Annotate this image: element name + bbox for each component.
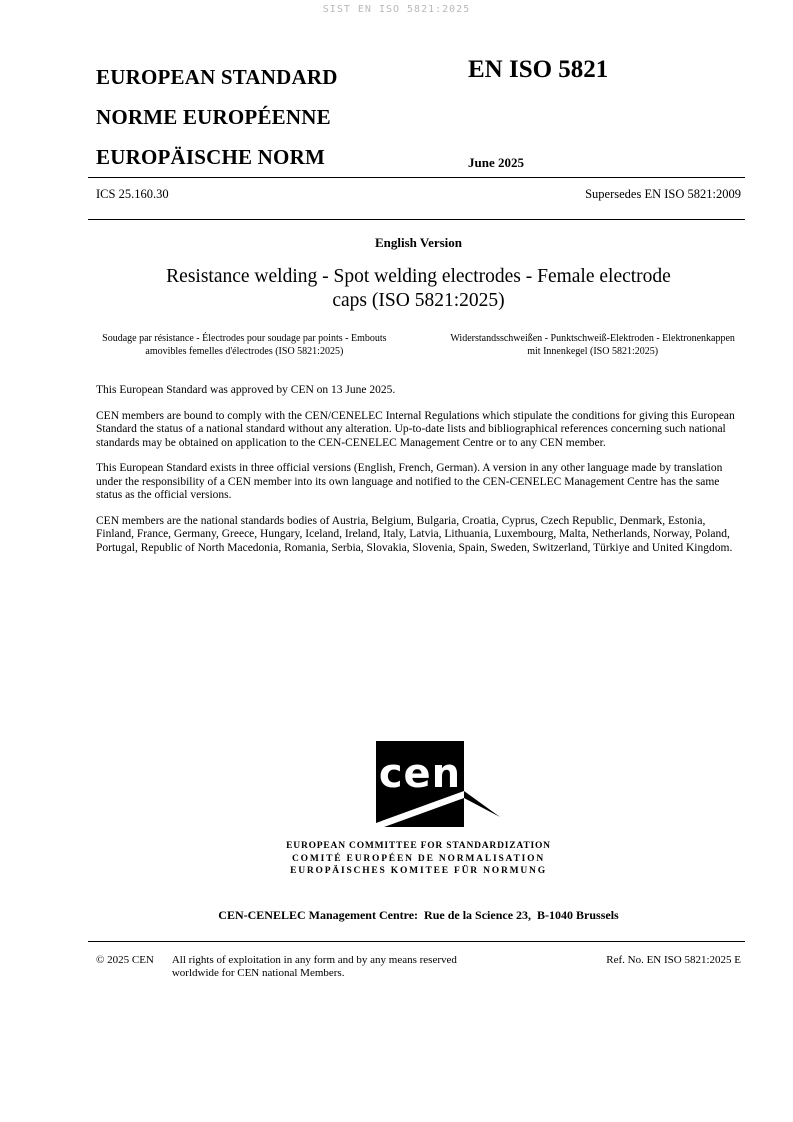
divider-top (88, 177, 745, 178)
ics-code: ICS 25.160.30 (96, 187, 169, 201)
paragraph-versions: This European Standard exists in three official versions (English, French, German). A version in any other language made by translation under the responsibility of a CEN member into its own language and notified to the CEN-CENELEC Management Centre has the same status as the official versions. (96, 462, 723, 501)
management-centre-address: CEN-CENELEC Management Centre: Rue de la Science 23, B-1040 Brussels (218, 907, 619, 922)
header-title-en: EUROPEAN STANDARD (96, 65, 338, 89)
logo-block (96, 741, 741, 878)
meta-row (96, 187, 741, 202)
copyright-notice: © 2025 CEN (96, 953, 154, 966)
divider-meta (88, 219, 745, 220)
standard-number: EN ISO 5821 (468, 56, 609, 83)
committee-line-fr: COMITÉ EUROPÉEN DE NORMALISATION (292, 853, 545, 864)
page-content (96, 57, 741, 981)
reference-number: Ref. No. EN ISO 5821:2025 E (606, 953, 741, 966)
divider-footer (88, 941, 745, 942)
paragraph-regulations: CEN members are bound to comply with the CEN/CENELEC Internal Regulations which stipulate the conditions for giving this European Standard the status of a national standard without any alteration. Up-to-date lists and bibliographical references concerning such national standards may be obtained on application to the CEN-CENELEC Management Centre or to any CEN member. (96, 409, 735, 449)
header-title-de: EUROPÄISCHE NORM (96, 145, 325, 169)
title-german: Widerstandsschweißen - Punktschweiß-Elektroden - Elektronenkappen mit Innenkegel (ISO 5821:2025) (450, 333, 735, 357)
title-french: Soudage par résistance - Électrodes pour soudage par points - Embouts amovibles femelles d'électrodes (ISO 5821:2025) (102, 333, 387, 357)
rights-statement: All rights of exploitation in any form and by any means reserved worldwide for CEN national Members. (171, 953, 457, 979)
paragraph-members: CEN members are the national standards bodies of Austria, Belgium, Bulgaria, Croatia, Cyprus, Czech Republic, Denmark, Estonia, Finland, France, Germany, Greece, Hungary, Iceland, Ireland, Italy, Latvia, Lithuania, Luxembourg, Malta, Netherlands, Norway, Poland, Portugal, Republic of North Macedonia, Romania, Serbia, Slovakia, Slovenia, Spain, Sweden, Switzerland, Türkiye and United Kingdom. (96, 514, 733, 554)
watermark: SIST EN ISO 5821:2025 (322, 4, 471, 15)
header (96, 57, 741, 177)
committee-line-en: EUROPEAN COMMITTEE FOR STANDARDIZATION (286, 841, 551, 851)
version-label: English Version (374, 235, 463, 250)
committee-line-de: EUROPÄISCHES KOMITEE FÜR NORMUNG (290, 866, 547, 876)
header-title-fr: NORME EUROPÉENNE (96, 105, 331, 129)
document-title: Resistance welding - Spot welding electrodes - Female electrode caps (ISO 5821:2025) (166, 266, 671, 311)
cen-logo-text: cen (378, 751, 461, 797)
standard-date: June 2025 (468, 155, 524, 170)
supersedes-note: Supersedes EN ISO 5821:2009 (585, 187, 741, 201)
paragraph-approval: This European Standard was approved by CEN on 13 June 2025. (96, 384, 396, 396)
header-titles (96, 57, 741, 177)
committee-lines (96, 840, 741, 878)
cen-logo (376, 741, 502, 833)
header-reference (468, 57, 608, 177)
footer (96, 954, 741, 981)
title-translations (96, 333, 741, 358)
logo-swoosh-tail-icon (464, 791, 500, 817)
